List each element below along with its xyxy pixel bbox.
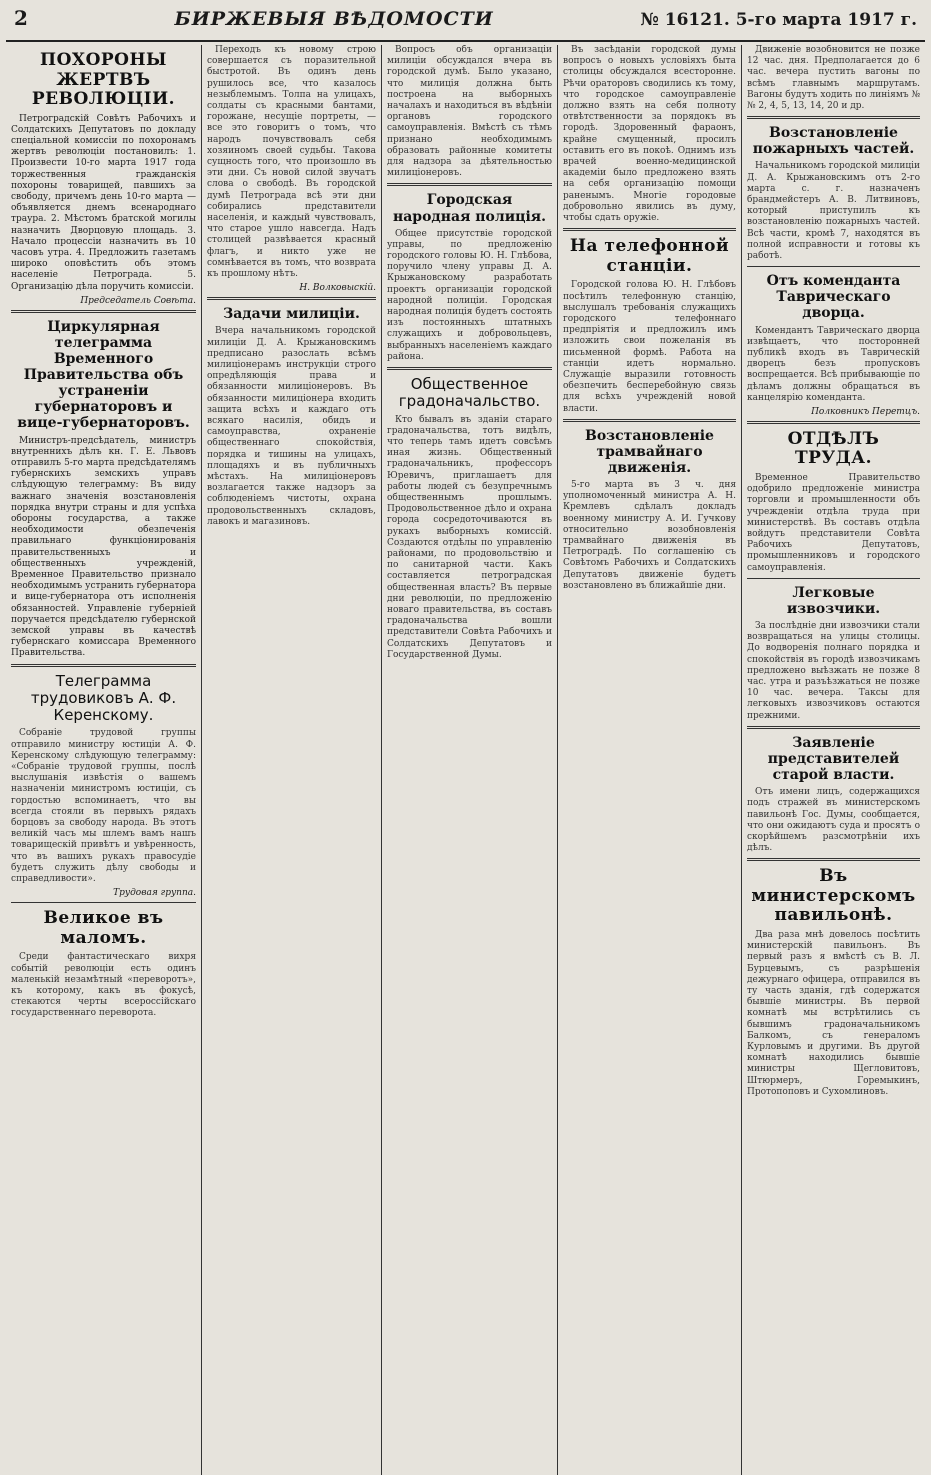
- cabs-headline: Легковые извозчики.: [786, 584, 881, 617]
- divider: [11, 310, 196, 313]
- divider: [747, 726, 920, 729]
- cabs-body: За послѣдніе дни извозчики стали возвращаться на улицы столицы. До водворенія полнаго порядка и спокойствія въ городѣ извозчикамъ предложено выѣзжать не позже 8 час. утра и разъѣзжаться не позже 10 час. вечера. Таксы для легковыхъ извозчиковъ остаются прежними.: [747, 621, 920, 721]
- labour-headline: ОТДѢЛЪ ТРУДА.: [787, 428, 880, 469]
- trudoviki-signature: Трудовая группа.: [113, 888, 196, 899]
- tauride-body: Комендантъ Таврическаго дворца извѣщаетъ, что посторонней публикѣ входъ въ Таврическій дворецъ безъ пропусковъ воспрещается. Всѣ прибывающіе по дѣламъ должны обращаться въ канцелярію коменданта.: [747, 325, 920, 403]
- telephone-headline: На телефонной станціи.: [569, 236, 730, 276]
- divider: [563, 419, 736, 422]
- divider: [747, 858, 920, 861]
- pavilion-body: Два раза мнѣ довелось посѣтить министерскій павильонъ. Въ первый разъ я вмѣстѣ съ В. Л. Бурцевымъ, съ разрѣшенія дежурнаго офицера, отправился въ ту часть зданія, гдѣ содержатся бывшіе министры. Въ первой комнатѣ мы встрѣтились съ бывшимъ градоначальникомъ Балкомъ, съ генераломъ Курловымъ и другими. Въ другой комнатѣ находились бывшіе министры Щегловитовъ, Штюрмеръ, Горемыкинъ, Протопоповъ и Сухомлиновъ.: [747, 930, 920, 1097]
- divider: [387, 367, 552, 370]
- divider: [747, 578, 920, 579]
- columns: [6, 45, 925, 1475]
- column-2: [202, 45, 382, 1475]
- fire-body: Начальникомъ городской милиціи Д. А. Крыжановскимъ отъ 2-го марта с. г. назначенъ брандмейстеръ А. В. Литвиновъ, который приступилъ къ возстановленію пожарныхъ частей. Всѣ части, кромѣ 7, находятся въ полной исправности и готовы къ работѣ.: [747, 161, 920, 262]
- masthead: [6, 6, 925, 42]
- column5-top-body: Движеніе возобновится не позже 12 час. дня. Предполагается до 6 час. вечера пустить вагоны по всѣмъ главнымъ маршрутамъ. Вагоны будутъ ходить по линіямъ №№ 2, 4, 5, 13, 14, 20 и др.: [747, 45, 920, 112]
- page-number: 2: [14, 6, 28, 30]
- tram-body: 5-го марта въ 3 ч. дня уполномоченный министра А. Н. Кремлевъ сдѣлалъ докладъ военному министру А. И. Гучкову относительно возобновленія трамвайнаго движенія въ Петроградѣ. По соглашенію съ Совѣтомъ Рабочихъ и Солдатскихъ Депутатовъ движеніе будетъ возстановлено въ ближайшіе дни.: [563, 480, 736, 591]
- column2-signature: Н. Волковыскій.: [299, 283, 376, 294]
- city-police-body: Общее присутствіе городской управы, по предложенію городского головы Ю. Н. Глѣбова, поручило члену управы Д. А. Крыжановскому разработать проектъ организаціи городской народной полиціи. Городская народная полиція будетъ состоять изъ постоянныхъ штатныхъ служащихъ и добровольцевъ, выбранныхъ населеніемъ каждаго района.: [387, 228, 552, 362]
- fire-headline: Возстановленіе пожарныхъ частей.: [752, 125, 915, 158]
- tauride-signature: Полковникъ Перетцъ.: [811, 406, 920, 417]
- circular-headline: Циркулярная телеграмма Временного Правительства объ устраненіи губернаторовъ и вице-губернаторовъ.: [17, 318, 190, 432]
- circular-body: Министръ-предсѣдатель, министръ внутреннихъ дѣлъ кн. Г. Е. Львовъ отправилъ 5-го марта предсѣдателямъ губернскихъ земскихъ управъ слѣдующую телеграмму: Въ виду важнаго значенія возстановленія порядка внутри страны и для успѣха обороны государства, а также необходимости обезпеченія правильнаго функціонированія правительственныхъ и общественныхъ учрежденій, Временное Правительство признало необходимымъ устранить губернатора и вице-губернатора отъ исполненія обязанностей. Управленіе губерніей поручается предсѣдателю губернской земской управы въ качествѣ губернскаго комиссара Временного Правительства.: [11, 435, 196, 659]
- old-power-body: Отъ имени лицъ, содержащихся подъ стражей въ министерскомъ павильонѣ Гос. Думы, сообщается, что они ожидаютъ суда и просятъ о скорѣйшемъ разсмотрѣніи ихъ дѣлъ.: [747, 787, 920, 854]
- telephone-body: Городской голова Ю. Н. Глѣбовъ посѣтилъ телефонную станцію, выслушалъ требованія служащихъ городского телефоннаго предпріятія и предложилъ имъ изложить свои пожеланія въ письменной формѣ. Работа на станціи идетъ нормально. Служащіе выразили готовность обезпечить бесперебойную связь для всѣхъ учрежденій новой власти.: [563, 280, 736, 414]
- pavilion-headline: Въ министерскомъ павильонѣ.: [751, 866, 916, 926]
- tauride-headline: Отъ коменданта Таврическаго дворца.: [766, 273, 901, 322]
- labour-body: Временное Правительство одобрило предложеніе министра торговли и промышленности объ учрежденіи отдѣла труда при министерствѣ. Въ составъ отдѣла войдутъ представители Совѣта Рабочихъ Депутатовъ, промышленниковъ и городского самоуправленія.: [747, 473, 920, 573]
- tram-headline: Возстановленіе трамвайнаго движенія.: [585, 427, 714, 476]
- divider: [747, 421, 920, 424]
- divider: [387, 183, 552, 186]
- trudoviki-headline: Телеграмма трудовиковъ А. Ф. Керенскому.: [30, 671, 177, 725]
- column4-top-body: Въ засѣданіи городской думы вопросъ о новыхъ условіяхъ быта столицы обсуждался всесторонне. Рѣчи ораторовъ сводились къ тому, что городское самоуправленіе должно взять на себя полноту отвѣтственности за порядокъ въ городѣ. Здоровенный фараонъ, крайне смущенный, просилъ оставить его въ покоѣ. Однимъ изъ врачей военно-медицинской академіи было предложено взять на себя организацію помощи раненымъ. Многіе городовые добровольно явились въ думу, чтобы сдать оружіе.: [563, 45, 736, 224]
- column-3: [382, 45, 558, 1475]
- issue-date: № 16121. 5-го марта 1917 г.: [640, 10, 917, 30]
- great-small-body: Среди фантастическаго вихря событій революціи есть одинъ маленькій незамѣтный «переворотъ», къ которому, какъ въ фокусѣ, стекаются черты всероссійскаго государственнаго переворота.: [11, 952, 196, 1019]
- divider: [747, 116, 920, 119]
- divider: [11, 664, 196, 667]
- militia-body: Вчера начальникомъ городской милиціи Д. А. Крыжановскимъ предписано разослать всѣмъ милиціонерамъ инструкціи строго опредѣляющія права и обязанности милиціонеровъ. Въ обязанности милиціонера входить защита всѣхъ и каждаго отъ всякаго насилія, обидъ и самоуправства, охраненіе общественнаго спокойствія, порядка и тишины на улицахъ, площадяхъ и въ публичныхъ мѣстахъ. На милиціонеровъ возлагается также надзоръ за соблюденіемъ чистоты, охрана продовольственныхъ складовъ, лавокъ и магазиновъ.: [207, 326, 376, 527]
- funeral-body: Петроградскій Совѣтъ Рабочихъ и Солдатскихъ Депутатовъ по докладу спеціальной комиссіи по похоронамъ жертвъ революціи постановилъ: 1. Произвести 10-го марта 1917 года торжественныя гражданскія похороны товарищей, павшихъ за свободу, причемъ день 10-го марта — объявляется днемъ всенароднаго траура. 2. Мѣстомъ братской могилы назначить Дворцовую площадь. 3. Начало процессіи назначить въ 10 часовъ утра. 4. Предложить газетамъ широко оповѣстить объ этомъ населеніе Петрограда. 5. Организацію дѣла поручить комиссіи.: [11, 113, 196, 292]
- divider: [563, 228, 736, 231]
- great-small-headline: Великое въ маломъ.: [43, 908, 164, 948]
- column-4: [558, 45, 742, 1475]
- militia-headline: Задачи милиціи.: [223, 306, 360, 323]
- trudoviki-body: Собраніе трудовой группы отправило министру юстиціи А. Ф. Керенскому слѣдующую телеграмму: «Собраніе трудовой группы, послѣ выслушанія извѣстія о вашемъ назначеніи министромъ юстиціи, съ гордостью вспоминаетъ, что вы всегда стояли въ первыхъ рядахъ борцовъ за свободу народа. Въ этотъ великій часъ мы шлемъ вамъ нашъ товарищескій привѣтъ и увѣренность, что въ вашихъ рукахъ правосудіе будетъ служить дѣлу свободы и справедливости».: [11, 728, 196, 884]
- city-police-headline: Городская народная полиція.: [392, 192, 547, 225]
- divider: [11, 902, 196, 903]
- prefecture-body: Кто бывалъ въ зданіи стараго градоначальства, тотъ видѣлъ, что теперь тамъ идетъ совсѣмъ иная жизнь. Общественный градоначальникъ, профессоръ Юревичъ, приглашаетъ для работы людей съ безупречнымъ общественнымъ прошлымъ. Продовольственное дѣло и охрана города сосредоточиваются въ рукахъ выборныхъ комиссій. Создаются отдѣлы по управленію районами, по продовольствію и по санитарной части. Какъ составляется петроградская общественная власть? Въ первые дни революціи, по предложенію новаго правительства, въ составъ градоначальства вошли представители Совѣта Рабочихъ и Солдатскихъ Депутатовъ и Государственной Думы.: [387, 414, 552, 660]
- paper-title: БИРЖЕВЫЯ ВѢДОМОСТИ: [174, 8, 494, 30]
- column3-top-body: Вопросъ объ организаціи милиціи обсуждался вчера въ городской думѣ. Было указано, что милиція должна быть построена на выборныхъ началахъ и находиться въ вѣдѣніи органовъ городского самоуправленія. Вмѣстѣ съ тѣмъ признано необходимымъ образовать районные комитеты для надзора за дѣятельностью милиціонеровъ.: [387, 45, 552, 179]
- column2-body: Переходъ къ новому строю совершается съ поразительной быстротой. Въ одинъ день рушилось все, что казалось незыблемымъ. Толпа на улицахъ, солдаты съ красными бантами, горожане, несущіе портреты, — все это говоритъ о томъ, что народъ почувствовалъ себя хозяиномъ своей судьбы. Такова сущность того, что произошло въ эти дни. Съ новой силой звучатъ слова о свободѣ. Въ городской думѣ Петрограда всѣ эти дни собирались представители населенія, и каждый чувствовалъ, что старое ушло навсегда. Надъ столицей развѣвается красный флагъ, и никто уже не сомнѣвается въ томъ, что возврата къ прошлому нѣтъ.: [207, 45, 376, 280]
- funeral-headline: ПОХОРОНЫ ЖЕРТВЪ РЕВОЛЮЦІИ.: [31, 50, 176, 110]
- divider: [747, 266, 920, 267]
- column-1: [6, 45, 202, 1475]
- divider: [207, 297, 376, 300]
- funeral-signature: Председатель Совѣта.: [80, 295, 196, 306]
- old-power-headline: Заявленіе представителей старой власти.: [767, 734, 900, 784]
- column-5: [742, 45, 925, 1475]
- prefecture-headline: Общественное градоначальство.: [398, 375, 541, 411]
